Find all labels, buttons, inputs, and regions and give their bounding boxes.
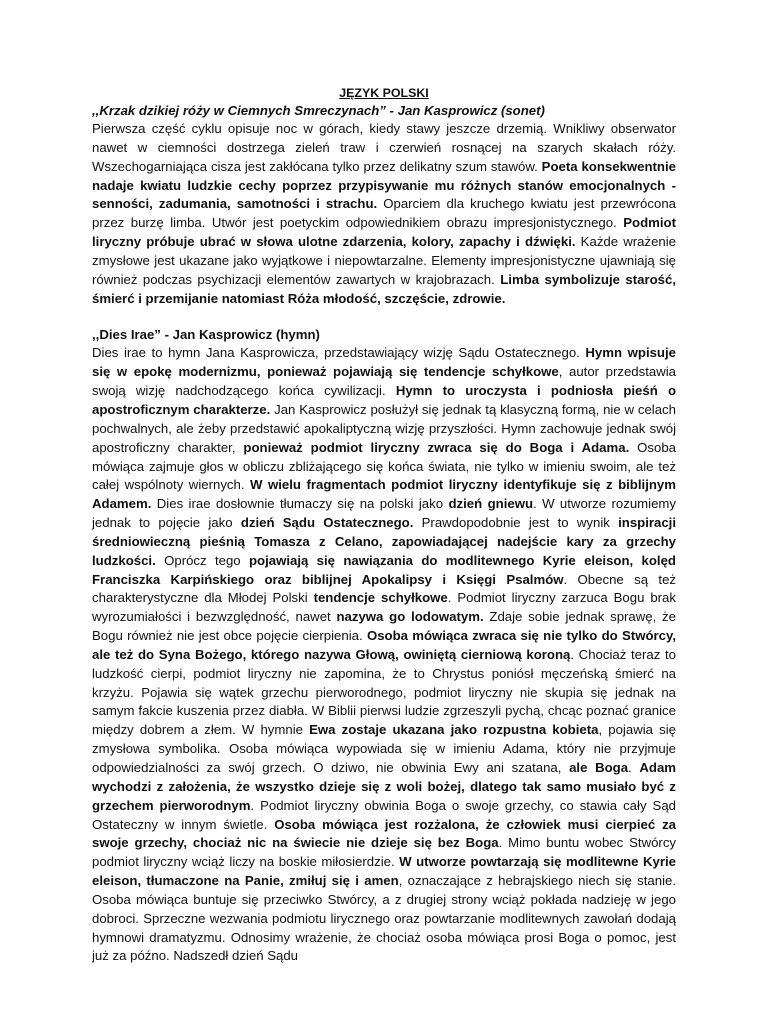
bold-text-run: pojawiają się nawiązania do modlitewnego Kyrie eleison, kolęd Franciszka Karpińskiego oraz biblijnej Apokalipsy i Księgi Psalmów (92, 552, 676, 587)
text-run: . Podmiot liryczny obwinia Boga o swoje grzechy, co stawia cały Sąd Ostateczny w innym świetle. (92, 797, 676, 832)
text-run: Jan Kasprowicz posłużył się jednak tą klasyczną formą, nie w celach pochwalnych, ale żeby przedstawić apokaliptyczną wizję przyszłości. Hymn zachowuje jednak swój apostroficzny charakter, (92, 401, 676, 455)
bold-text-run: ale Boga (569, 760, 629, 775)
bold-text-run: Ewa zostaje ukazana jako rozpustna kobieta (309, 722, 599, 738)
text-run: . Podmiot liryczny zarzuca Bogu brak wyrozumiałości i bezwzględność, nawet (92, 590, 676, 625)
bold-text-run: W wielu fragmentach podmiot liryczny identyfikuje się z biblijnym Adamem. (92, 477, 676, 512)
text-run: . Mimo buntu wobec Stwórcy podmiot liryczny wciąż liczy na boskie miłosierdzie. (92, 835, 677, 870)
bold-text-run: Hymn wpisuje się w epokę modernizmu, ponieważ pojawiają się tendencje schyłkowe (92, 345, 676, 380)
text-run: . Obecne są też charakterystyczne dla Młodej Polski (92, 571, 676, 606)
bold-text-run: Limba symbolizuje starość, śmierć i przemijanie natomiast Róża młodość, szczęście, zdrowie. (92, 271, 676, 306)
text-run: Każde wrażenie zmysłowe jest ukazane jako wyjątkowe i niepowtarzalne. Elementy impresjonistyczne ujawniają się również podczas psychizacji elementów zawartych w krajobrazach. (92, 234, 676, 287)
section-heading-dies-irae: ,,Dies Irae” - Jan Kasprowicz (hymn) (92, 327, 320, 343)
bold-text-run: nazywa go lodowatym. (336, 609, 484, 625)
text-run: , pojawia się zmysłowa symbolika. Osoba mówiąca wypowiada się w imieniu Adama, który nie przyjmuje odpowiedzialności za swój grzech. O dziwo, nie obwinia Ewy ani szatana, (92, 722, 676, 775)
text-run: Osoba mówiąca zajmuje głos w obliczu zbliżającego się końca świata, nie tylko w imieniu swoim, ale też całej wspólnoty wiernych. (92, 439, 676, 493)
section-heading-krzak-dzikiej-rozy: ,,Krzak dzikiej róży w Ciemnych Smreczynach” - Jan Kasprowicz (sonet) (92, 103, 545, 118)
bold-text-run: ponieważ podmiot liryczny zwraca się do Boga i Adama. (243, 439, 630, 455)
text-run: Oprócz tego (155, 552, 249, 568)
text-run: , oznaczające z hebrajskiego niech się stanie. Osoba mówiąca buntuje się przeciwko Stwórcy, a z drugiej strony wciąż pokłada nadzieję w jego dobroci. Sprzeczne wezwania podmiotu lirycznego oraz powtarzanie modlitewnych zawołań dodają hymnowi dramatyzmu. Odnosimy wrażenie, że chociaż osoba mówiąca prosi Boga o pomoc, jest już za późno. Nadszedł dzień Sądu (92, 873, 676, 964)
bold-text-run: tendencje schyłkowe (313, 590, 448, 606)
bold-text-run: dzień gniewu (448, 496, 534, 512)
text-run: , autor przedstawia swoją wizję nadchodzącego końca cywilizacji. (92, 364, 677, 399)
bold-text-run: W utworze powtarzają się modlitewne Kyrie eleison, tłumaczone na Panie, zmiłuj się i amen (92, 854, 676, 889)
text-run: Prawdopodobnie jest to wynik (413, 515, 619, 531)
bold-text-run: Podmiot liryczny próbuje ubrać w słowa ulotne zdarzenia, kolory, zapachy i dźwięki. (92, 215, 676, 250)
text-run: . (628, 760, 640, 775)
section-gap (92, 308, 676, 326)
document-title: JĘZYK POLSKI (339, 86, 429, 100)
section-paragraph-dies-irae (92, 344, 676, 966)
text-run: Dies irae dosłownie tłumaczy się na polski jako (151, 496, 449, 512)
bold-text-run: Poeta konsekwentnie nadaje kwiatu ludzkie cechy poprzez przypisywanie mu różnych stanów emocjonalnych - senności, zadumania, samotności i strachu. (92, 158, 676, 212)
section-paragraph-krzak-dzikiej-rozy (92, 120, 676, 308)
text-run: Dies irae to hymn Jana Kasprowicza, przedstawiający wizję Sądu Ostatecznego. (92, 345, 586, 361)
bold-text-run: Hymn to uroczysta i podniosła pieśń o apostroficznym charakterze. (92, 383, 676, 417)
bold-text-run: Osoba mówiąca jest rozżalona, że człowiek musi cierpieć za swoje grzechy, chociaż nic na świecie nie dzieje się bez Boga (92, 816, 676, 851)
text-run: Pierwsza część cyklu opisuje noc w górach, kiedy stawy jeszcze drzemią. Wnikliwy obserwator nawet w ciemności dostrzega zieleń traw i czerwień rosnącej na szarych skałach róży. Wszechogarniająca cisza jest zakłócana tylko przez delikatny szum stawów. (92, 121, 676, 174)
text-run: Zdaje sobie jednak sprawę, że Bogu również nie jest obce pojęcie cierpienia. (92, 609, 676, 644)
bold-text-run: dzień Sądu Ostatecznego. (240, 515, 414, 531)
bold-text-run: Osoba mówiąca zwraca się nie tylko do Stwórcy, ale też do Syna Bożego, którego nazywa Głową, owiniętą cierniową koroną (92, 628, 676, 662)
text-run: . W utworze rozumiemy jednak to pojęcie jako (92, 496, 676, 531)
text-run: Oparciem dla kruchego kwiatu jest przewrócona przez burzę limba. Utwór jest poetyckim odpowiednikiem obrazu impresjonistycznego. (92, 196, 676, 231)
text-run: . Chociaż teraz to ludzkość cierpi, podmiot liryczny nie zapomina, że to Chrystus poniósł męczeńską śmierć na krzyżu. Pojawia się wątek grzechu pierworodnego, podmiot liryczny nie skupia się jednak na samym fakcie kuszenia przez diabła. W Biblii pierwsi ludzie zgrzeszyli pychą, chcąc poznać granice między dobrem a złem. W hymnie (92, 646, 676, 738)
bold-text-run: Adam wychodzi z założenia, że wszystko dzieje się z woli bożej, dlatego tak samo musiało być z grzechem pierworodnym (92, 760, 677, 813)
bold-text-run: inspiracji średniowieczną pieśnią Tomasza z Celano, zapowiadającej nadejście kary za grzechy ludzkości. (92, 515, 676, 568)
